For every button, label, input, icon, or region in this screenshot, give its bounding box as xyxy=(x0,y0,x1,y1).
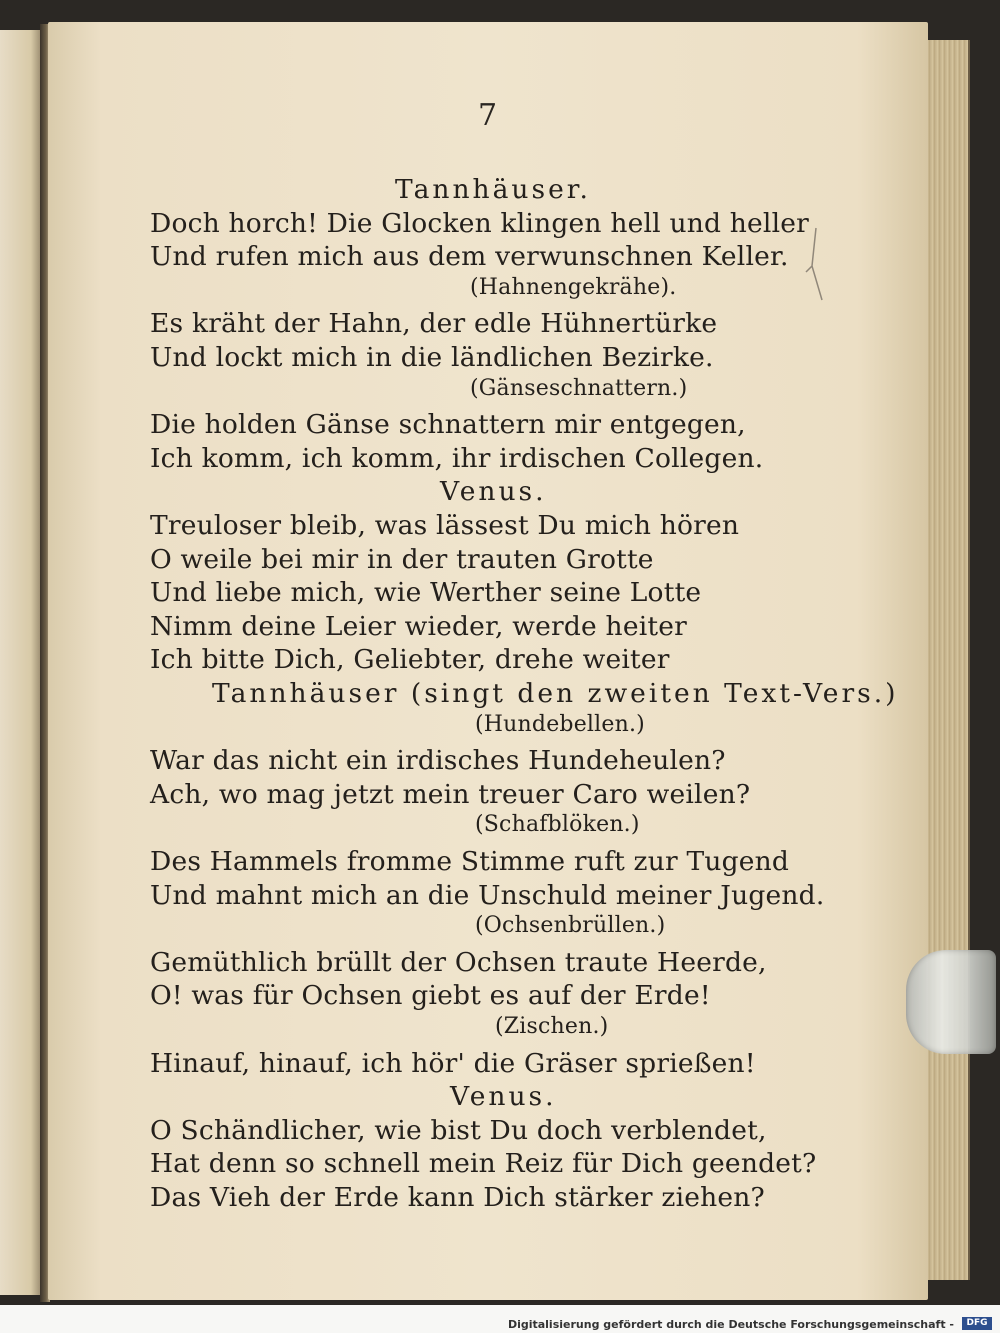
verse-line: Treuloser bleib, was lässest Du mich hören xyxy=(150,510,740,541)
stage-direction: (Ochsenbrüllen.) xyxy=(475,913,666,939)
verse-line: Und lockt mich in die ländlichen Bezirke. xyxy=(150,342,714,373)
speaker-heading: Venus. xyxy=(440,476,547,508)
verse-line: Die holden Gänse schnattern mir entgegen, xyxy=(150,409,746,441)
verse-line: Gemüthlich brüllt der Ochsen traute Heerde, xyxy=(150,946,767,978)
verse-line: Das Vieh der Erde kann Dich stärker ziehen? xyxy=(150,1182,765,1213)
verse-line: O weile bei mir in der trauten Grotte xyxy=(150,543,654,575)
verse-line: Hinauf, hinauf, ich hör' die Gräser sprießen! xyxy=(150,1047,756,1079)
page-stack-edge xyxy=(926,40,970,1280)
verse-line: Es kräht der Hahn, der edle Hühnertürke xyxy=(150,308,718,340)
stage-direction: (Zischen.) xyxy=(495,1014,609,1039)
stage-direction: (Gänseschnattern.) xyxy=(470,375,688,401)
left-page-edge xyxy=(0,30,44,1295)
verse-line: Des Hammels fromme Stimme ruft zur Tugend xyxy=(150,846,790,877)
verse-line: Ich komm, ich komm, ihr irdischen Collegen. xyxy=(150,442,764,474)
verse-line: Hat denn so schnell mein Reiz für Dich geendet? xyxy=(150,1148,817,1180)
speaker-heading: Tannhäuser. xyxy=(395,174,591,205)
verse-line: War das nicht ein irdisches Hundeheulen? xyxy=(150,745,726,777)
page-number: 7 xyxy=(477,98,498,133)
verse-line: Ich bitte Dich, Geliebter, drehe weiter xyxy=(150,644,670,676)
dfg-logo: DFG xyxy=(962,1317,992,1330)
verse-line: Und rufen mich aus dem verwunschnen Keller. xyxy=(150,241,789,273)
stage-direction: (Hundebellen.) xyxy=(475,711,645,737)
stage-direction: (Schafblöken.) xyxy=(475,812,640,838)
speaker-heading: Tannhäuser (singt den zweiten Text-Vers.) xyxy=(212,678,899,709)
verse-line: O Schändlicher, wie bist Du doch verblendet, xyxy=(150,1114,767,1146)
footer-credit: Digitalisierung gefördert durch die Deutsche Forschungsgemeinschaft - xyxy=(507,1318,954,1331)
verse-line: Doch horch! Die Glocken klingen hell und heller xyxy=(150,207,810,239)
verse-line: Und mahnt mich an die Unschuld meiner Jugend. xyxy=(150,879,825,911)
stage-direction: (Hahnengekrähe). xyxy=(470,274,677,300)
footer-bar xyxy=(0,1305,1000,1333)
page-clip xyxy=(906,950,996,1054)
verse-line: O! was für Ochsen giebt es auf der Erde! xyxy=(150,980,711,1012)
verse-line: Ach, wo mag jetzt mein treuer Caro weilen? xyxy=(150,778,751,810)
verse-line: Nimm deine Leier wieder, werde heiter xyxy=(150,610,687,642)
verse-line: Und liebe mich, wie Werther seine Lotte xyxy=(150,577,702,609)
speaker-heading: Venus. xyxy=(450,1081,557,1113)
